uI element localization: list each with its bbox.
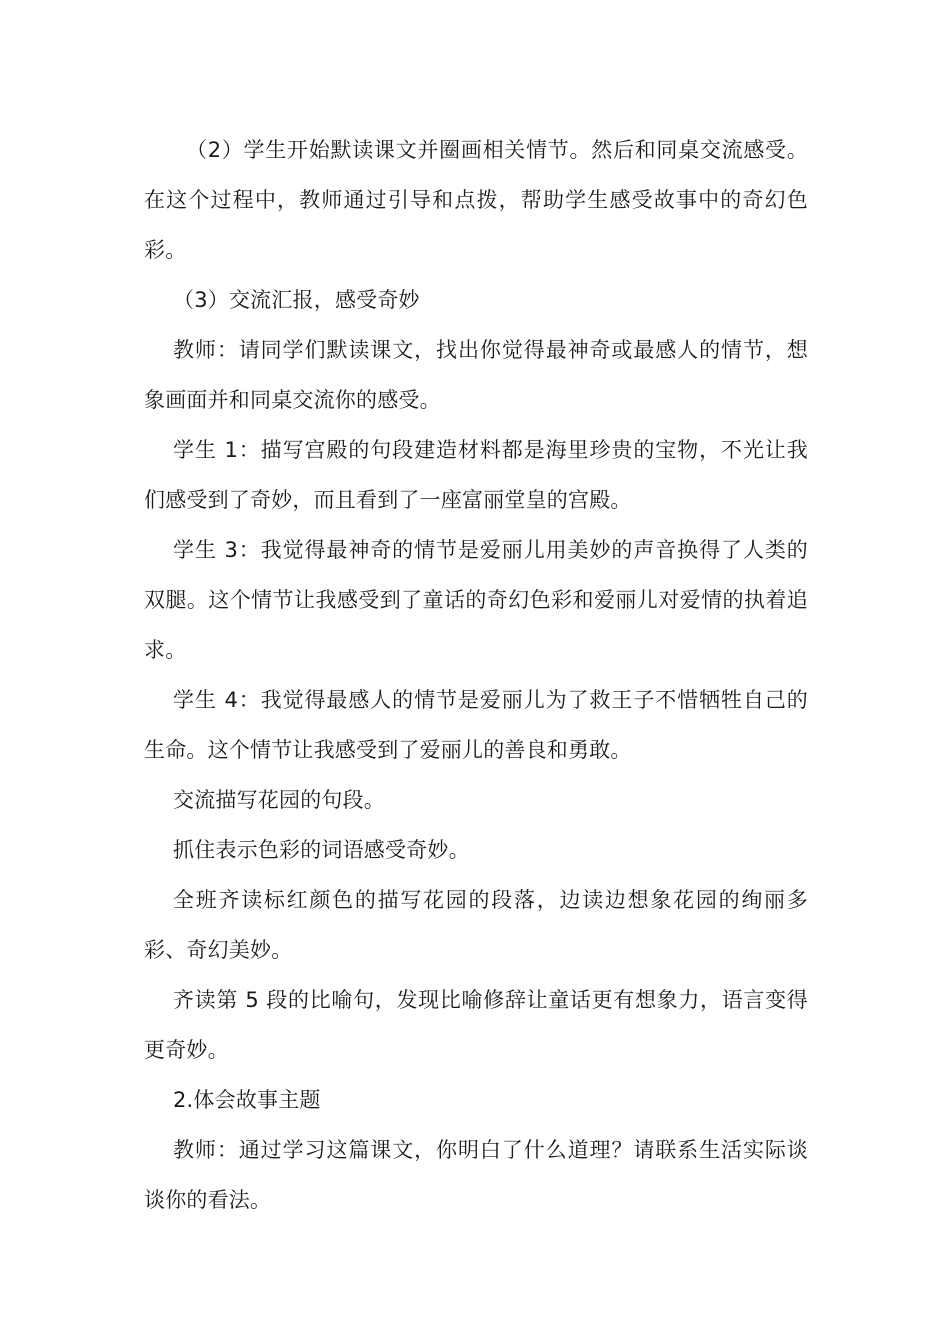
paragraph-teacher-question: 教师：通过学习这篇课文，你明白了什么道理？请联系生活实际谈谈你的看法。	[144, 1138, 808, 1212]
document-body	[144, 125, 808, 1225]
paragraph-teacher-prompt: 教师：请同学们默读课文，找出你觉得最神奇或最感人的情节，想象画面并和同桌交流你的感受。	[144, 338, 808, 412]
paragraph-metaphor-reading: 齐读第 5 段的比喻句，发现比喻修辞让童话更有想象力，语言变得更奇妙。	[144, 988, 808, 1062]
paragraph-step-3-heading: （3）交流汇报，感受奇妙	[173, 288, 420, 312]
paragraph-step-2: （2）学生开始默读课文并圈画相关情节。然后和同桌交流感受。在这个过程中，教师通过引导和点拨，帮助学生感受故事中的奇幻色彩。	[144, 138, 808, 262]
section-heading-theme: 2.体会故事主题	[173, 1088, 321, 1112]
paragraph-student-3: 学生 3：我觉得最神奇的情节是爱丽儿用美妙的声音换得了人类的双腿。这个情节让我感受到了童话的奇幻色彩和爱丽儿对爱情的执着追求。	[144, 538, 808, 662]
paragraph-student-4: 学生 4：我觉得最感人的情节是爱丽儿为了救王子不惜牺牲自己的生命。这个情节让我感受到了爱丽儿的善良和勇敢。	[144, 688, 808, 762]
paragraph-student-1: 学生 1：描写宫殿的句段建造材料都是海里珍贵的宝物，不光让我们感受到了奇妙，而且看到了一座富丽堂皇的宫殿。	[144, 438, 808, 512]
paragraph-garden-discussion: 交流描写花园的句段。	[173, 788, 385, 812]
paragraph-color-words: 抓住表示色彩的词语感受奇妙。	[173, 838, 470, 862]
paragraph-class-reading: 全班齐读标红颜色的描写花园的段落，边读边想象花园的绚丽多彩、奇幻美妙。	[144, 888, 808, 962]
